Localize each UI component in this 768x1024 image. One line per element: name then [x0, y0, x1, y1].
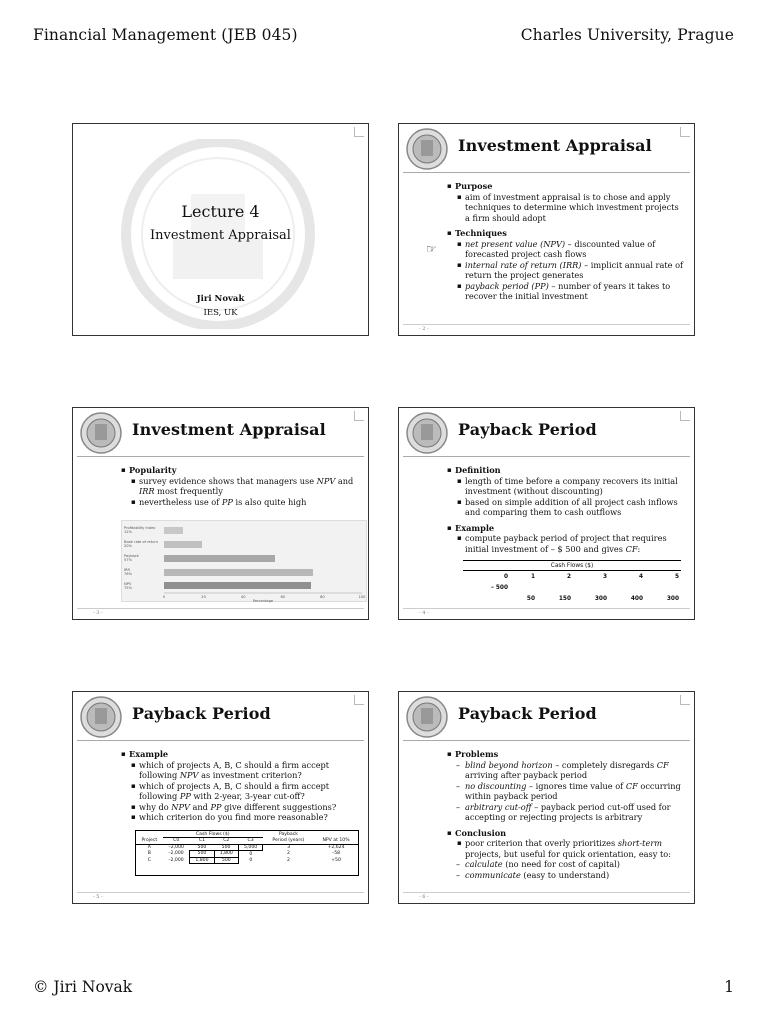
chart-bar-1 [164, 541, 202, 548]
footer-divider [403, 608, 690, 609]
conclusion-text: ▪ poor criterion that overly prioritizes short-term projects, but useful for quick orientation, easy to: [447, 838, 684, 859]
course-title: Financial Management (JEB 045) [33, 26, 298, 44]
cash-flow-header: Cash Flows ($) [463, 563, 681, 571]
bullet-q3: ▪ why do NPV and PP give different suggestions? [121, 802, 358, 813]
chart-tick-0: 0 [162, 595, 166, 599]
university-seal-icon [76, 411, 126, 455]
bullet-conclusion: ▪ Conclusion [447, 828, 684, 839]
slide-title: Payback Period [458, 420, 597, 439]
lecture-number: Lecture 4 [181, 202, 260, 221]
chart-bar-4 [164, 582, 311, 589]
bullet-purpose-text: ▪ aim of investment appraisal is to chose and apply techniques to determine which investment projects a firm should adopt [447, 192, 684, 224]
table-row: A –2,000 500 500 5,000 3 +2,624 [147, 844, 345, 850]
slide-content [447, 746, 684, 880]
corner-ticks [680, 411, 690, 421]
chart-tick-3: 60 [280, 595, 286, 599]
page-header [33, 26, 734, 46]
corner-ticks [354, 127, 364, 137]
bullet-survey: ▪ survey evidence shows that managers use NPV and IRR most frequently [121, 476, 358, 497]
chart-label-2: Payback [124, 554, 139, 558]
bullet-q4: ▪ which criterion do you find more reasonable? [121, 812, 358, 823]
slide-5 [72, 691, 369, 904]
chart-bar-2 [164, 555, 275, 562]
table-row: C –2,000 1,800 500 0 2 +50 [147, 857, 341, 863]
slide-content [121, 746, 358, 823]
title-divider [403, 740, 690, 741]
slide-content [447, 178, 684, 302]
slide-number: - 3 - [93, 610, 103, 616]
slide-title: Payback Period [458, 704, 597, 723]
conclusion-communicate: – communicate (easy to understand) [447, 870, 684, 881]
slide-number: - 5 - [93, 894, 103, 900]
chart-label-0: Profitability index [124, 526, 156, 530]
bullet-example: ▪ Example [447, 523, 684, 534]
title-divider [77, 456, 364, 457]
cash-flow-table [463, 560, 681, 604]
footer-divider [77, 892, 364, 893]
table-row: B –2,000 500 1,800 0 2 –58 [147, 851, 341, 857]
copyright: © Jiri Novak [33, 978, 133, 996]
problem-horizon: – blind beyond horizon – completely disregards CF arriving after payback period [447, 760, 684, 781]
slide-title: Investment Appraisal [132, 420, 326, 439]
chart-bar-3 [164, 569, 313, 576]
problem-discounting: – no discounting – ignores time value of CF occurring within payback period [447, 781, 684, 802]
footer-divider [403, 892, 690, 893]
table-row-outflow: – 500 [490, 584, 508, 591]
bullet-def-2: ▪ based on simple addition of all project cash inflows and comparing them to cash outflows [447, 497, 684, 518]
bullet-def-1: ▪ length of time before a company recovers its initial investment (without discounting) [447, 476, 684, 497]
university-seal-icon [402, 411, 452, 455]
chart-label-3: IRR [124, 568, 131, 572]
pointing-hand-icon: ☞ [426, 242, 437, 256]
problem-cutoff: – arbitrary cut-off – payback period cut-off used for accepting or rejecting projects is arbitrary [447, 802, 684, 823]
chart-pct-0: 12% [124, 530, 132, 534]
conclusion-calculate: – calculate (no need for cost of capital) [447, 859, 684, 870]
footer-divider [403, 324, 690, 325]
slide-content [121, 462, 358, 507]
slide-6 [398, 691, 695, 904]
chart-bar-0 [164, 527, 183, 534]
table-row-years: 0 1 2 3 4 5 [503, 573, 679, 580]
lecture-subtitle: Investment Appraisal [150, 228, 291, 243]
corner-ticks [680, 695, 690, 705]
chart-pct-4: 75% [124, 586, 132, 590]
bullet-definition: ▪ Definition [447, 465, 684, 476]
chart-label-1: Book rate of return [124, 540, 159, 544]
title-divider [77, 740, 364, 741]
bullet-example-text: ▪ compute payback period of project that requires initial investment of – $ 500 and gives CF: [447, 533, 684, 554]
bullet-purpose: ▪ Purpose [447, 181, 684, 192]
chart-pct-1: 20% [124, 544, 132, 548]
slide-2 [398, 123, 695, 336]
university-seal-icon [76, 695, 126, 739]
chart-tick-5: 100 [358, 595, 366, 599]
bullet-popularity: ▪ Popularity [121, 465, 358, 476]
bullet-pp: ▪ payback period (PP) – number of years it takes to recover the initial investment [447, 281, 684, 302]
title-divider [403, 456, 690, 457]
page-number: 1 [724, 978, 734, 996]
slide-title: Investment Appraisal [458, 136, 652, 155]
chart-label-4: NPV [124, 582, 132, 586]
projects-table: Cash Flows ($) Payback Project C0 C1 C2 C3 Period (years) NPV at 10% A –2,000 500 500 5,000 3 +2,624 B –2,000 500 1,800 0 2 –58 C –2,000 1,800 500 0 2 +50 [135, 830, 359, 876]
table-row-inflows: 50 150 300 400 300 [526, 595, 679, 602]
footer-divider [77, 608, 364, 609]
table-header-row: Project C0 C1 C2 C3 Period (years) NPV at 10% [136, 838, 358, 845]
bullet-npv: ▪ net present value (NPV) – discounted value of forecasted project cash flows [447, 239, 684, 260]
slide-number: - 2 - [419, 326, 429, 332]
corner-ticks [354, 695, 364, 705]
bullet-example: ▪ Example [121, 749, 358, 760]
slide-4 [398, 407, 695, 620]
chart-tick-2: 40 [240, 595, 246, 599]
slide-content [447, 462, 684, 554]
slide-3 [72, 407, 369, 620]
author-name: Jiri Novak [196, 294, 245, 304]
chart-xlabel: Percentage [252, 599, 274, 603]
bullet-q1: ▪ which of projects A, B, C should a firm accept following NPV as investment criterion? [121, 760, 358, 781]
bullet-problems: ▪ Problems [447, 749, 684, 760]
chart-tick-1: 20 [201, 595, 206, 599]
university-seal-icon [402, 695, 452, 739]
slide-number: - 6 - [419, 894, 429, 900]
university-name: Charles University, Prague [520, 26, 734, 44]
institution: IES, UK [203, 308, 238, 318]
corner-ticks [354, 411, 364, 421]
slide-number: - 4 - [419, 610, 429, 616]
chart-pct-2: 57% [124, 558, 132, 562]
university-seal-icon [402, 127, 452, 171]
slide-title: Payback Period [132, 704, 271, 723]
title-divider [403, 172, 690, 173]
bullet-techniques: ▪ Techniques [447, 228, 684, 239]
slide-1 [72, 123, 369, 336]
bullet-q2: ▪ which of projects A, B, C should a firm accept following PP with 2-year, 3-year cut-off? [121, 781, 358, 802]
bullet-irr: ▪ internal rate of return (IRR) – implicit annual rate of return the project generates [447, 260, 684, 281]
chart-pct-3: 76% [124, 572, 132, 576]
bullet-pp-usage: ▪ nevertheless use of PP is also quite high [121, 497, 358, 508]
survey-bar-chart [121, 520, 367, 602]
chart-tick-4: 80 [320, 595, 325, 599]
corner-ticks [680, 127, 690, 137]
